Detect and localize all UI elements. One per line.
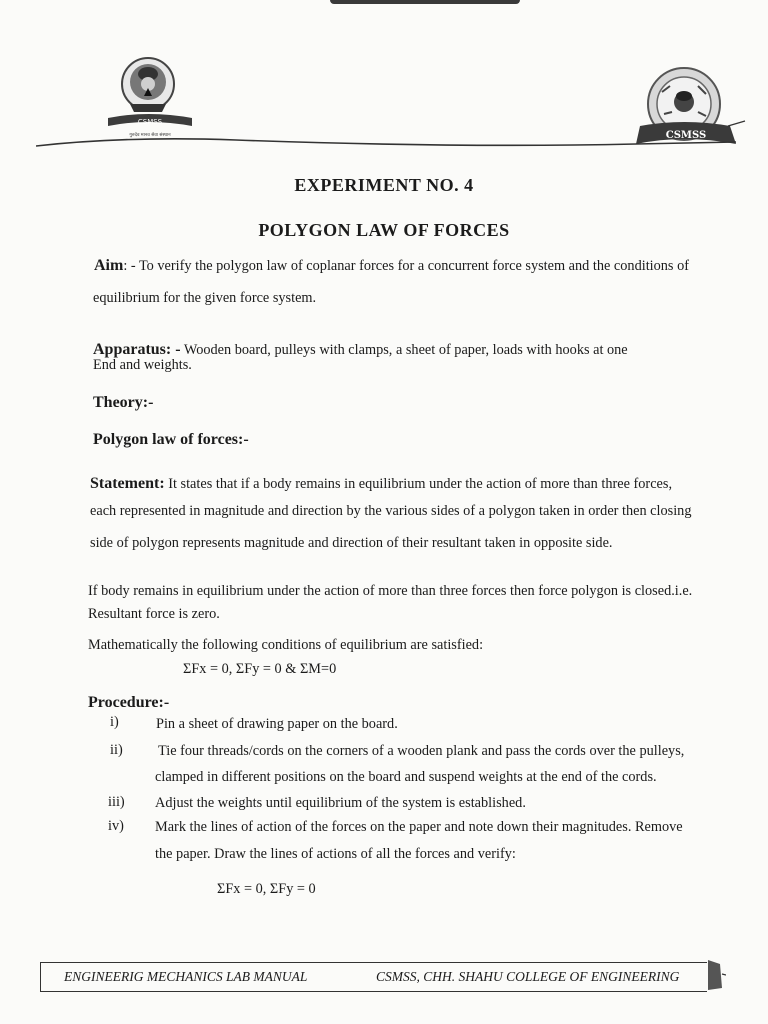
procedure-step-4-line-2: the paper. Draw the lines of actions of all the forces and verify: xyxy=(155,846,516,862)
procedure-step-4-line-1: Mark the lines of action of the forces on the paper and note down their magnitudes. Remove xyxy=(155,819,683,835)
statement-line-2: each represented in magnitude and direction by the various sides of a polygon taken in order then closing xyxy=(90,503,692,519)
left-logo-text: CSMSS xyxy=(137,118,163,126)
statement-label: Statement: xyxy=(90,475,165,492)
procedure-step-1-line-1: Pin a sheet of drawing paper on the board. xyxy=(156,716,398,732)
statement-line-1 xyxy=(90,474,672,494)
header-divider xyxy=(36,134,736,156)
experiment-number: EXPERIMENT NO. 4 xyxy=(294,175,474,195)
procedure-step-2-line-1: Tie four threads/cords on the corners of a wooden plank and pass the cords over the pulleys, xyxy=(158,743,685,759)
polygon-law-heading: Polygon law of forces:- xyxy=(93,431,249,448)
equilibrium-formula: ΣFx = 0, ΣFy = 0 & ΣM=0 xyxy=(183,661,337,677)
procedure-step-1-number: i) xyxy=(110,714,119,730)
statement-line-3: side of polygon represents magnitude and direction of their resultant taken in opposite side. xyxy=(90,535,613,551)
csmss-logo-left xyxy=(100,52,200,142)
procedure-step-4-number: iv) xyxy=(108,818,124,834)
procedure-step-2-line-2: clamped in different positions on the board and suspend weights at the end of the cords. xyxy=(155,769,657,785)
equilibrium-line-3: Mathematically the following conditions of equilibrium are satisfied: xyxy=(88,637,484,653)
verification-formula: ΣFx = 0, ΣFy = 0 xyxy=(217,881,316,897)
right-logo-text: CSMSS xyxy=(665,130,707,141)
equilibrium-line-2: Resultant force is zero. xyxy=(88,606,220,622)
apparatus-text: Wooden board, pulleys with clamps, a sheet of paper, loads with hooks at one xyxy=(180,342,628,358)
procedure-step-3-line-1: Adjust the weights until equilibrium of the system is established. xyxy=(155,795,526,811)
left-logo-motto: गुरुदेव मानव सेवा संस्थान xyxy=(129,133,171,138)
aim-line-1 xyxy=(94,256,689,276)
experiment-title: POLYGON LAW OF FORCES xyxy=(258,220,510,240)
procedure-step-3-number: iii) xyxy=(108,794,125,810)
footer-manual-title: ENGINEERIG MECHANICS LAB MANUAL xyxy=(64,969,308,984)
procedure-heading: Procedure:- xyxy=(88,694,170,711)
aim-line-2: equilibrium for the given force system. xyxy=(93,290,317,306)
apparatus-label: Apparatus: - xyxy=(93,341,181,358)
procedure-step-2-number: ii) xyxy=(110,742,123,758)
aim-text: : - To verify the polygon law of coplanar forces for a concurrent force system and the conditions of xyxy=(123,258,689,274)
aim-label: Aim xyxy=(94,257,124,274)
statement-text: It states that if a body remains in equilibrium under the action of more than three forces, xyxy=(164,476,673,492)
footer-tab-mark xyxy=(706,958,726,992)
footer-college-name: CSMSS, CHH. SHAHU COLLEGE OF ENGINEERING xyxy=(376,969,680,984)
equilibrium-line-1: If body remains in equilibrium under the action of more than three forces then force polygon is closed.i.e. xyxy=(88,583,693,599)
scan-edge-mark xyxy=(330,0,520,4)
apparatus-line-2: End and weights. xyxy=(93,357,192,373)
theory-heading: Theory:- xyxy=(93,394,154,411)
